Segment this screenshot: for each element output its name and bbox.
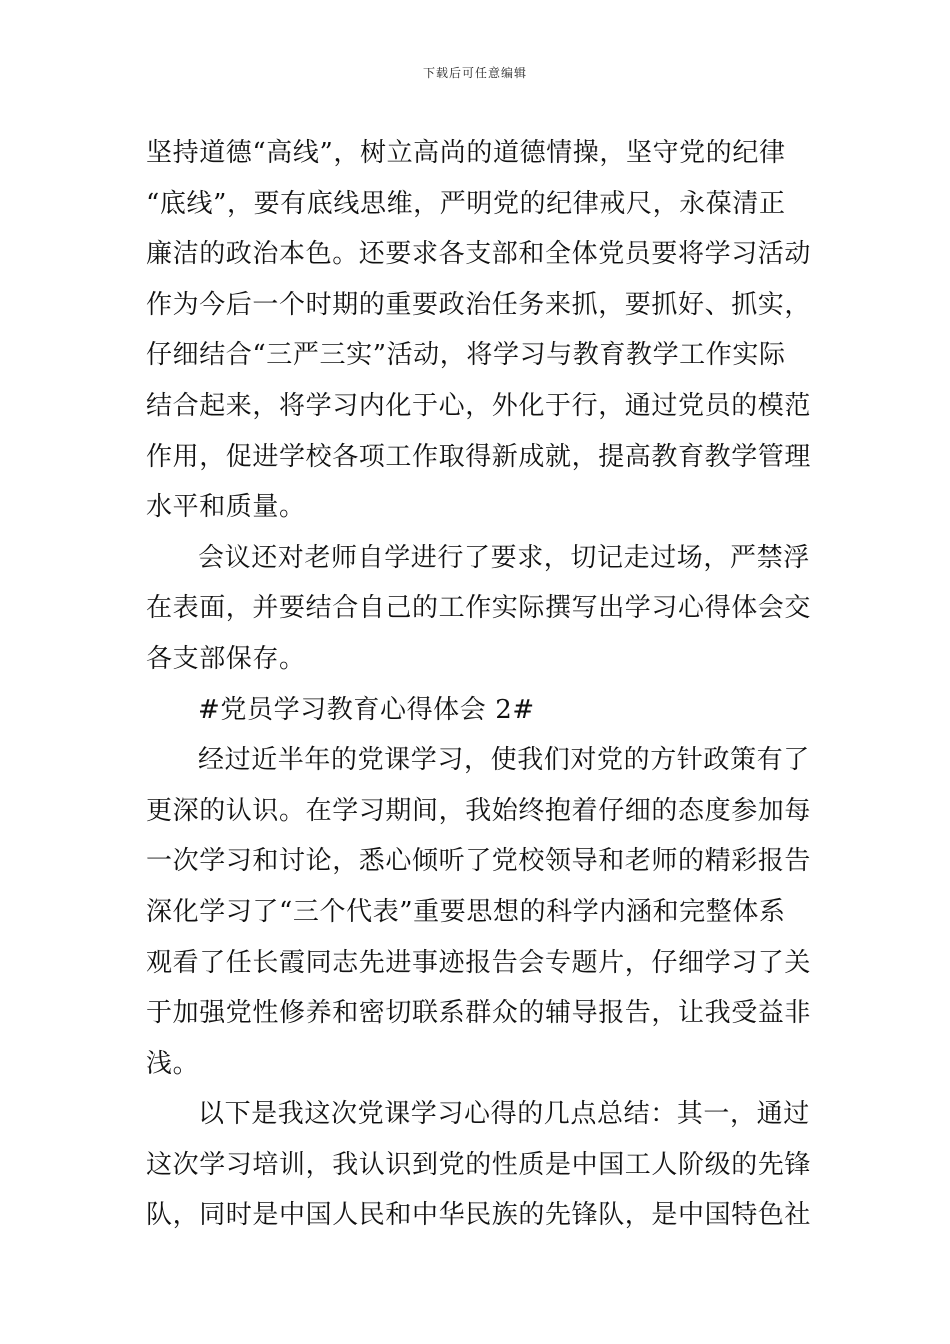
page-header: 下载后可任意编辑 <box>422 66 527 80</box>
paragraph-line: 一次学习和讨论，悉心倾听了党校领导和老师的精彩报告 <box>146 846 812 877</box>
section-heading: #党员学习教育心得体会 2# <box>198 694 535 725</box>
paragraph-line: 经过近半年的党课学习，使我们对党的方针政策有了 <box>198 745 810 776</box>
paragraph-line: 水平和质量。 <box>146 492 306 523</box>
paragraph-line: 这次学习培训，我认识到党的性质是中国工人阶级的先锋 <box>146 1149 812 1180</box>
paragraph-line: 作为今后一个时期的重要政治任务来抓，要抓好、抓实， <box>146 289 812 320</box>
paragraph-line: 结合起来，将学习内化于心，外化于行，通过党员的模范 <box>146 390 812 421</box>
paragraph-line: 以下是我这次党课学习心得的几点总结：其一，通过 <box>198 1099 810 1130</box>
paragraph-line: 深化学习了“三个代表”重要思想的科学内涵和完整体系 <box>146 896 786 927</box>
paragraph-line: 坚持道德“高线”，树立高尚的道德情操，坚守党的纪律 <box>146 138 786 168</box>
paragraph-line: 观看了任长霞同志先进事迹报告会专题片，仔细学习了关 <box>146 947 812 978</box>
document-body <box>146 128 810 1241</box>
paragraph-line: 于加强党性修养和密切联系群众的辅导报告，让我受益非 <box>146 998 812 1029</box>
paragraph-line: “底线”，要有底线思维，严明党的纪律戒尺，永葆清正 <box>146 188 786 219</box>
paragraph-line: 队，同时是中国人民和中华民族的先锋队，是中国特色社 <box>146 1200 812 1231</box>
paragraph-line: 在表面，并要结合自己的工作实际撰写出学习心得体会交 <box>146 593 812 624</box>
paragraph-line: 廉洁的政治本色。还要求各支部和全体党员要将学习活动 <box>146 239 812 270</box>
paragraph-line: 更深的认识。在学习期间，我始终抱着仔细的态度参加每 <box>146 795 812 826</box>
paragraph-line: 浅。 <box>146 1048 200 1079</box>
paragraph-line: 仔细结合“三严三实”活动，将学习与教育教学工作实际 <box>146 340 786 371</box>
paragraph-line: 会议还对老师自学进行了要求，切记走过场，严禁浮 <box>198 542 810 573</box>
paragraph-line: 作用，促进学校各项工作取得新成就，提高教育教学管理 <box>146 441 812 472</box>
paragraph-line: 各支部保存。 <box>146 643 306 674</box>
